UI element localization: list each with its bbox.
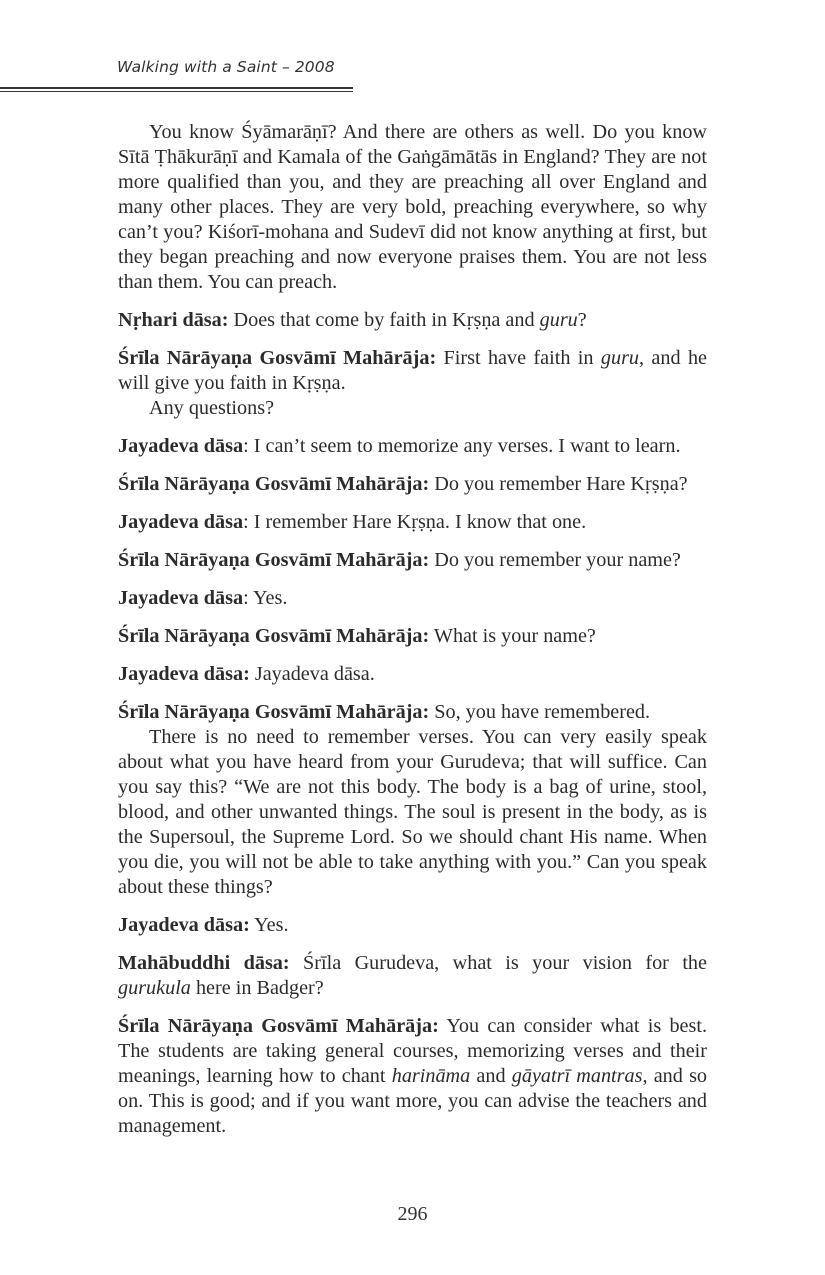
dialogue-text: What is your name? xyxy=(429,625,596,647)
dialogue-text: Jayadeva dāsa. xyxy=(249,663,375,685)
dialogue-line xyxy=(118,472,707,497)
dialogue-text: First have faith in xyxy=(436,347,601,369)
emphasis: gāyatrī mantras xyxy=(511,1065,643,1087)
header-rule-thick xyxy=(0,87,353,89)
dialogue-text: So, you have remembered. xyxy=(429,701,651,723)
dialogue-text: Śrīla Gurudeva, what is your vision for the xyxy=(289,952,707,974)
dialogue-text: ? xyxy=(577,309,587,331)
dialogue-line xyxy=(118,346,707,396)
speaker-name: Śrīla Nārāyaṇa Gosvāmī Mahārāja: xyxy=(118,473,430,495)
dialogue-text: Yes. xyxy=(249,914,289,936)
dialogue-text: : I can’t seem to memorize any verses. I want to learn. xyxy=(243,435,681,457)
emphasis: harināma xyxy=(391,1065,471,1087)
dialogue-text: Does that come by faith in Kṛṣṇa and xyxy=(228,309,540,331)
speaker-name: Jayadeva dāsa xyxy=(118,587,244,609)
speaker-name: Jayadeva dāsa xyxy=(118,511,244,533)
dialogue-line xyxy=(118,624,707,649)
dialogue-line xyxy=(118,308,707,333)
dialogue-line xyxy=(118,434,707,459)
dialogue-text: : Yes. xyxy=(243,587,288,609)
dialogue-line xyxy=(118,951,707,1001)
dialogue-text: here in Badger? xyxy=(190,977,324,999)
emphasis: guru xyxy=(539,309,578,331)
speaker-name: Śrīla Nārāyaṇa Gosvāmī Mahārāja: xyxy=(118,625,430,647)
speaker-name: Śrīla Nārāyaṇa Gosvāmī Mahārāja: xyxy=(118,701,430,723)
dialogue-line xyxy=(118,548,707,573)
speaker-name: Śrīla Nārāyaṇa Gosvāmī Mahārāja: xyxy=(118,347,437,369)
header-rule-thin xyxy=(0,91,353,92)
speaker-name: Mahābuddhi dāsa: xyxy=(118,952,290,974)
speaker-name: Jayadeva dāsa: xyxy=(118,663,250,685)
dialogue-line xyxy=(118,662,707,687)
dialogue-line xyxy=(118,586,707,611)
dialogue-text: You can consider what is best. The students are taking general courses, memorizing verses and their meanings, learning how to chant xyxy=(118,1015,708,1087)
dialogue-text: Do you remember Hare Kṛṣṇa? xyxy=(429,473,688,495)
speaker-name: Jayadeva dāsa: xyxy=(118,914,250,936)
dialogue-line xyxy=(118,913,707,938)
page-number: 296 xyxy=(397,1203,428,1225)
emphasis: gurukula xyxy=(118,977,191,999)
running-header: Walking with a Saint – 2008 xyxy=(117,58,335,76)
dialogue-line xyxy=(118,510,707,535)
dialogue-line xyxy=(118,1014,707,1139)
dialogue-text: , and he will give you faith in Kṛṣṇa. xyxy=(118,347,708,394)
dialogue-line xyxy=(118,700,707,725)
paragraph: Any questions? xyxy=(149,397,275,419)
page-body xyxy=(118,120,707,1152)
dialogue-text: , and so on. This is good; and if you want more, you can advise the teachers and management. xyxy=(118,1065,708,1137)
paragraph: There is no need to remember verses. You can very easily speak about what you have heard from your Gurudeva; that will suffice. Can you say this? “We are not this body. The body is a bag of urine, stool, blood, and other unwanted things. The soul is present in the body, as is the Supersoul, the Supreme Lord. So we should chant His name. When you die, you will not be able to take anything with you.” Can you speak about these things? xyxy=(118,726,707,898)
dialogue-text: Do you remember your name? xyxy=(429,549,681,571)
emphasis: guru xyxy=(600,347,640,369)
speaker-name: Jayadeva dāsa xyxy=(118,435,244,457)
speaker-name: Nṛhari dāsa: xyxy=(118,309,229,331)
speaker-name: Śrīla Nārāyaṇa Gosvāmī Mahārāja: xyxy=(118,1015,439,1037)
dialogue-text: : I remember Hare Kṛṣṇa. I know that one. xyxy=(243,511,587,533)
speaker-name: Śrīla Nārāyaṇa Gosvāmī Mahārāja: xyxy=(118,549,430,571)
paragraph: You know Śyāmarāṇī? And there are others as well. Do you know Sītā Ṭhākurāṇī and Kamala of the Gaṅgāmātās in England? They are not more qualified than you, and they are preaching all over England and many other places. They are very bold, preaching everywhere, so why can’t you? Kiśorī-mohana and Sudevī did not know anything at first, but they began preaching and now everyone praises them. You are not less than them. You can preach. xyxy=(118,121,707,293)
dialogue-text: and xyxy=(470,1065,512,1087)
